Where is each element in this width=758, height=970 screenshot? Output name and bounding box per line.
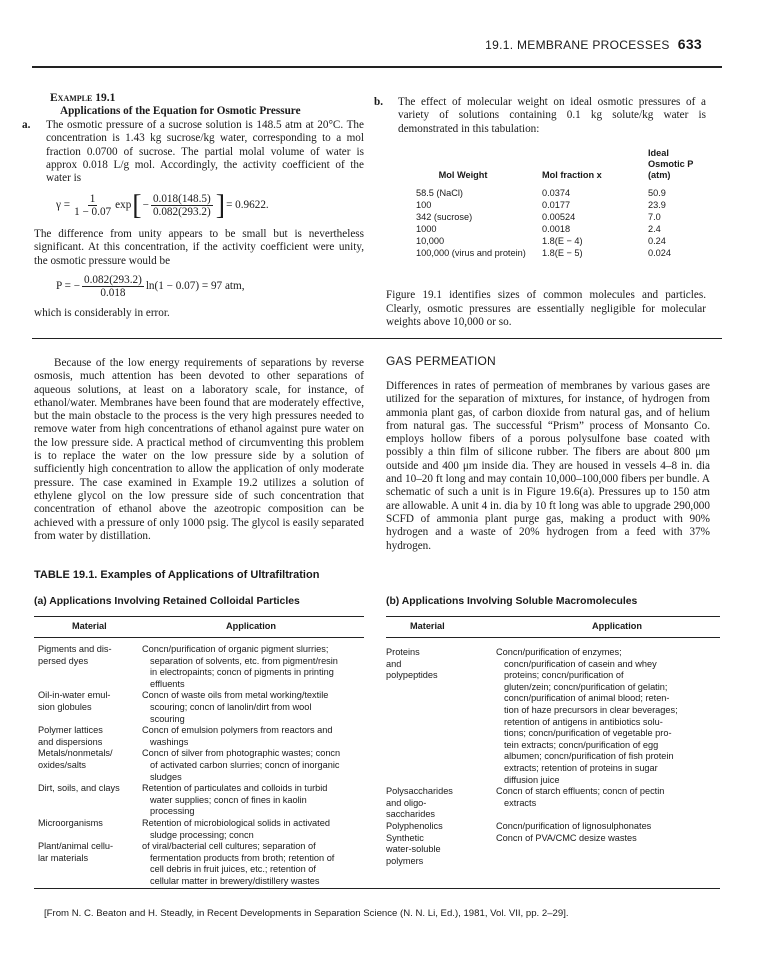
table-row [38, 725, 364, 748]
osmotic-table-header [386, 148, 706, 187]
application-line: separation of solvents, etc. from pigment/resin [150, 655, 338, 666]
application-cell [496, 786, 664, 809]
application-line: effluents [150, 678, 185, 689]
example-subtitle: Applications of the Equation for Osmotic Pressure [60, 105, 301, 118]
application-line: Retention of particulates and colloids in turbid [142, 783, 328, 794]
page-number: 633 [677, 36, 702, 52]
item-b-label: b. [374, 96, 384, 108]
example-item-b [374, 96, 706, 329]
material-cell: Proteins and polypeptides [386, 647, 438, 681]
running-head [485, 36, 702, 52]
application-line: cellular matter in brewery/distillery wastes [150, 875, 320, 886]
example-para-3: which is considerably in error. [34, 307, 170, 320]
application-cell [142, 644, 338, 690]
application-line: of activated carbon slurries; concn of inorganic [150, 759, 340, 770]
material-cell: Dirt, soils, and clays [38, 783, 120, 794]
eq1-rhs: = 0.9622. [226, 199, 269, 212]
eq1-lhs: γ = [56, 199, 71, 212]
osmotic-cell: 0.0018 [542, 224, 571, 235]
application-line: of viral/bacterial cell cultures; separation of [142, 841, 316, 852]
osmotic-cell: 0.0374 [542, 188, 571, 199]
material-cell: Oil-in-water emul- sion globules [38, 690, 111, 712]
application-line: Concn of PVA/CMC desize wastes [496, 832, 637, 843]
application-line: in electropaints; concn of pigments in printing [150, 667, 334, 678]
application-line: processing [150, 806, 195, 817]
application-line: Concn of emulsion polymers from reactors and [142, 725, 333, 736]
figure-note: Figure 19.1 identifies sizes of common molecules and particles. Clearly, osmotic pressures are essentially negligible for molecular weights above 10,000 or so. [386, 289, 706, 329]
table-a-col-material: Material [72, 621, 107, 631]
table-source-footnote: [From N. C. Beaton and H. Steadly, in Recent Developments in Separation Science (N. N. Li, Ed.), 1981, Vol. VII, pp. 2–29]. [44, 908, 569, 919]
application-cell [142, 818, 330, 841]
application-cell [142, 748, 340, 783]
osmotic-cell: 7.0 [648, 212, 661, 223]
application-cell [496, 821, 651, 833]
application-cell [142, 841, 334, 887]
pressure-equation [56, 274, 364, 299]
application-line: gluten/zein; concn/purification of gelatin; [504, 681, 668, 692]
material-cell: Plant/animal cellu- lar materials [38, 841, 114, 863]
osmotic-cell: 58.5 (NaCl) [416, 188, 463, 199]
osmotic-table-row [386, 211, 706, 223]
item-a-label: a. [22, 118, 31, 131]
application-line: washings [150, 736, 189, 747]
application-line: scouring; concn of lanolin/dirt from wool [150, 701, 312, 712]
gas-permeation-heading: GAS PERMEATION [386, 354, 496, 368]
table-b-body [386, 647, 720, 867]
osmotic-table-row [386, 199, 706, 211]
eq2-fraction: $\frac{0.082(293.2)}{0.018}$ [84, 274, 142, 300]
application-line: sludge processing; concn [150, 829, 254, 840]
col-mol-weight: Mol Weight [438, 170, 488, 181]
header-rule [32, 66, 722, 68]
osmotic-cell: 100,000 (virus and protein) [416, 248, 526, 259]
table-a-col-application: Application [226, 621, 277, 631]
application-line: diffusion juice [504, 774, 560, 785]
application-cell [142, 690, 328, 725]
application-line: fermentation products from broth; retention of [150, 852, 335, 863]
application-line: scouring [150, 713, 185, 724]
application-cell [142, 725, 332, 748]
osmotic-cell: 0.024 [648, 248, 671, 259]
col-mol-fraction: Mol fraction x [542, 170, 602, 181]
material-cell: Microorganisms [38, 817, 103, 828]
osmotic-table-row [386, 247, 706, 259]
application-line: retention of antigens in antibiotics solu- [504, 716, 663, 727]
left-bracket: [ [132, 189, 142, 221]
table-b-header-rule [386, 637, 720, 638]
osmotic-table-row [386, 223, 706, 235]
table-bottom-rule [34, 888, 720, 889]
application-cell [496, 833, 637, 845]
osmotic-cell: 1000 [416, 224, 437, 235]
material-cell: Metals/nonmetals/ oxides/salts [38, 748, 113, 770]
item-b-paragraph [374, 96, 706, 136]
application-line: albumen; concn/purification of fish protein [504, 751, 674, 762]
material-cell: Pigments and dis- persed dyes [38, 644, 112, 666]
right-bracket: ] [215, 189, 226, 221]
material-cell: Synthetic water-soluble polymers [386, 832, 441, 866]
application-line: Concn/purification of enzymes; [496, 647, 622, 657]
application-line: cell debris in fruit juices, etc.; retention of [150, 864, 316, 875]
activity-equation [56, 189, 364, 221]
gas-permeation-paragraph: Differences in rates of permeation of membranes by various gases are utilized for the separation of mixtures, for instance, of hydrogen from ammonia plant gas, of carbon dioxide from natural gas, and of helium from natural gas. The successful “Prism” process of Monsanto Co. employs hollow fibers of a porous polysulfone base coated with possibly a thin film of silicone rubber. The fibers are about 800 μm outside and 400 μm inside dia. They are housed in vessels 4–8 in. dia and 10–20 ft long and may contain 10,000–100,000 fibers per bundle. A schematic of such a unit is in Figure 19.6(a). Pressures up to 150 atm are allowable. A unit 4 in. dia by 10 ft long was able to upgrade 290,000 SCFD of ammonia plant purge gas, making a product with 90% hydrogen and a waste of 20% hydrogen from a feed with 37% hydrogen. [386, 380, 710, 552]
osmotic-cell: 0.00524 [542, 212, 576, 223]
table-a-header-rule [34, 637, 364, 638]
application-line: sludges [150, 771, 182, 782]
table-b-col-application: Application [592, 621, 643, 631]
application-line: proteins; concn/purification of [504, 670, 624, 681]
osmotic-cell: 0.24 [648, 236, 666, 247]
section-rule [32, 338, 722, 339]
application-line: extracts; retention of proteins in sugar [504, 762, 658, 773]
eq1-sign: − [142, 199, 149, 212]
osmotic-pressure-table [386, 148, 706, 259]
table-row [386, 833, 720, 868]
application-line: extracts [504, 797, 537, 808]
application-line: Concn of starch effluents; concn of pectin [496, 786, 665, 797]
example-19-1 [22, 92, 364, 320]
osmotic-cell: 10,000 [416, 236, 445, 247]
example-para-2: The difference from unity appears to be small but is nevertheless significant. At this concentration, if the activity coefficient were unity, the osmotic pressure would be [34, 227, 364, 267]
table-b-title: (b) Applications Involving Soluble Macromolecules [386, 596, 638, 607]
reverse-osmosis-paragraph: Because of the low energy requirements of separations by reverse osmosis, much attention has been devoted to other separations of aqueous solutions, at least on a laboratory scale, for instance, of ethanol/water. Membranes have been found that are moderately effective, but the main obstacle to the process is the very high pressures needed to remove water from high concentrations of ethanol against pure water on the low pressure side. A practical method of circumventing this problem is to replace the water on the low pressure side by a solution of sufficiently high concentration to allow the application of only moderate pressure. The case examined in Example 19.2 utilizes a solution of ethylene glycol on the low pressure side of such concentration that concentration of ethanol above the azeotropic composition can be achieved with a pressure of only 1000 psig. The glycol is easily separated from water by distillation. [34, 357, 364, 542]
application-cell [142, 783, 327, 818]
table-row [386, 786, 720, 821]
application-line: concn/purification of animal blood; reten- [504, 693, 670, 704]
application-cell [496, 647, 678, 786]
table-row [38, 748, 364, 783]
table-b-col-material: Material [410, 621, 445, 631]
application-line: Concn of silver from photographic wastes; concn [142, 748, 341, 759]
section-title: 19.1. MEMBRANE PROCESSES [485, 38, 670, 52]
osmotic-cell: 50.9 [648, 188, 666, 199]
osmotic-cell: 1.8(E − 4) [542, 236, 583, 247]
osmotic-cell: 23.9 [648, 200, 666, 211]
material-cell: Polyphenolics [386, 820, 443, 831]
osmotic-cell: 2.4 [648, 224, 661, 235]
material-cell: Polymer lattices and dispersions [38, 725, 103, 747]
table-a-body [38, 644, 364, 888]
table-19-1-title: TABLE 19.1. Examples of Applications of Ultrafiltration [34, 569, 320, 581]
table-row [38, 818, 364, 841]
table-row [386, 647, 720, 786]
eq1-fraction-1: $\frac{1}{1 - 0.07}$ [74, 193, 112, 219]
eq2-rhs: ln(1 − 0.07) = 97 atm, [145, 279, 245, 292]
application-line: tein extracts; concn/purification of egg [504, 739, 659, 750]
table-row [38, 841, 364, 887]
application-line: Concn of waste oils from metal working/textile [142, 690, 329, 701]
osmotic-cell: 342 (sucrose) [416, 212, 473, 223]
osmotic-table-row [386, 187, 706, 199]
application-line: tion of haze precursors in clear beverages; [504, 704, 678, 715]
item-b-text: The effect of molecular weight on ideal osmotic pressures of a variety of solutions containing 0.1 kg solute/kg water is demonstrated in this tabulation: [398, 96, 706, 135]
application-line: Retention of microbiological solids in activated [142, 817, 330, 828]
application-line: Concn/purification of lignosulphonates [496, 820, 652, 831]
example-item-a [22, 118, 364, 186]
table-a-top-rule [34, 616, 364, 617]
osmotic-cell: 100 [416, 200, 432, 211]
example-label: Example 19.1 [50, 92, 116, 104]
table-row [38, 690, 364, 725]
application-line: tions; concn/purification of vegetable pro- [504, 728, 672, 739]
table-row [38, 783, 364, 818]
osmotic-table-row [386, 235, 706, 247]
application-line: water supplies; concn of fines in kaolin [150, 794, 307, 805]
eq1-exp: exp [115, 199, 132, 212]
material-cell: Polysaccharides and oligo- saccharides [386, 786, 453, 820]
col-ideal-osmotic: Ideal Osmotic P (atm) [648, 148, 694, 181]
application-line: concn/purification of casein and whey [504, 658, 657, 669]
osmotic-cell: 0.0177 [542, 200, 571, 211]
table-row [386, 821, 720, 833]
table-b-top-rule [386, 616, 720, 617]
eq1-fraction-2: $\frac{0.018(148.5)}{0.082(293.2)}$ [152, 193, 211, 219]
osmotic-cell: 1.8(E − 5) [542, 248, 583, 259]
table-row [38, 644, 364, 690]
item-a-text: The osmotic pressure of a sucrose solution is 148.5 atm at 20°C. The concentration is 1.43 kg sucrose/kg water, corresponding to a mol fraction 0.0700 of sucrose. The partial molal volume of water is approx 0.018 L/g mol. Accordingly, the activity coefficient of the water is [46, 118, 364, 185]
table-a-title: (a) Applications Involving Retained Colloidal Particles [34, 596, 300, 607]
eq2-lhs: P = − [56, 279, 81, 292]
application-line: Concn/purification of organic pigment slurries; [142, 644, 329, 654]
